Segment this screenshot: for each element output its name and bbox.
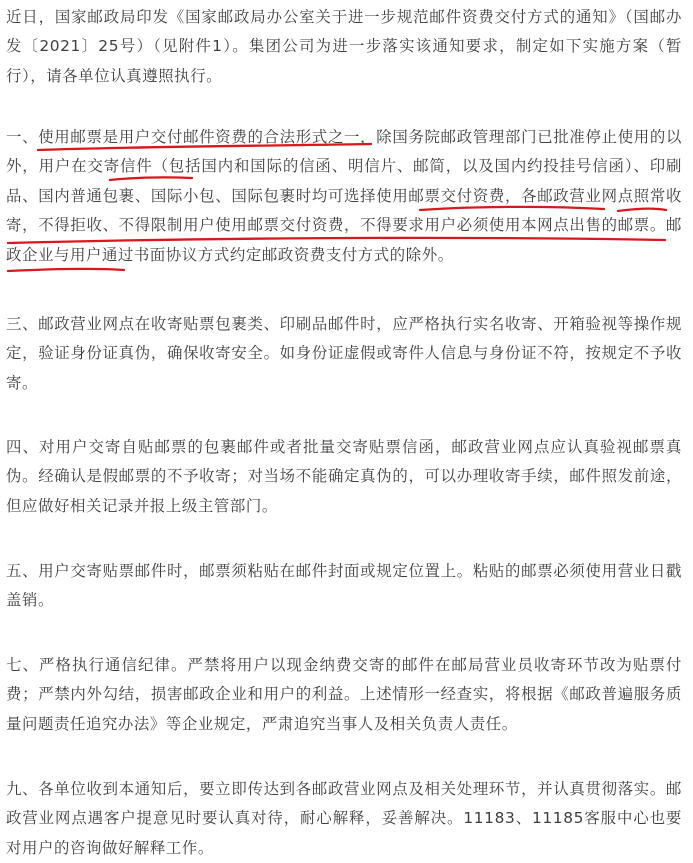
item-4-text: 四、对用户交寄自贴邮票的包裹邮件或者批量交寄贴票信函，邮政营业网点应认真验视邮票真伪。经确认是假邮票的不予收寄；对当场不能确定真伪的，可以办理收寄手续，邮件照发前途，但应做好相关记录并报上级主管部门。 (6, 438, 682, 515)
item-4-paragraph (6, 433, 682, 521)
item-1-number: 一、 (6, 128, 39, 146)
item-1-text-b: （包括国内和国际的信函、明信片、邮简，以及国内约投挂号信函）、印刷品、国内普通包裹、国际小包、国际包裹时均 (6, 157, 682, 205)
item-1-paragraph (6, 123, 682, 270)
item-7-paragraph (6, 651, 682, 739)
underlined-outlets-must-accept: 各邮政营业网点照常收寄，不得拒收、不得限制用户使用邮票交付资费，不得要求用户必须使用本网点出售的邮票 (6, 186, 682, 235)
underlined-stamp-legal-form: 使用邮票是用户交付邮件资费的合法形式之一 (38, 128, 361, 146)
item-9-text: 九、各单位收到本通知后，要立即传达到各邮政营业网点及相关处理环节，并认真贯彻落实。邮政营业网点遇客户提意见时要认真对待，耐心解释，妥善解决。11183、11185客服中心也要对用户的咨询做好解释工作。 (6, 780, 682, 857)
item-7-text: 七、严格执行通信纪律。严禁将用户以现金纳费交寄的邮件在邮局营业员收寄环节改为贴票付费；严禁内外勾结，损害邮政企业和用户的利益。上述情形一经查实，将根据《邮政普遍服务质量问题责任追究办法》等企业规定，严肃追究当事人及相关负责人责任。 (6, 656, 682, 733)
item-9-paragraph (6, 775, 682, 863)
underlined-may-use-stamps: 可选择使用邮票交付资费 (327, 186, 505, 205)
intro-paragraph (6, 3, 682, 91)
intro-text: 近日，国家邮政局印发《国家邮政局办公室关于进一步规范邮件资费交付方式的通知》（国邮办发〔2021〕25号）（见附件1）。集团公司为进一步落实该通知要求，制定如下实施方案（暂行），请各单位认真遵照执行。 (6, 8, 682, 85)
item-1-text-c: 。邮政企业与用户通过书面协议方式约定邮政资费支付方式的除外。 (6, 216, 682, 264)
item-1-comma: ， (505, 186, 522, 205)
item-3-text: 三、邮政营业网点在收寄贴票包裹类、印刷品邮件时，应严格执行实名收寄、开箱验视等操作规定，验证身份证真伪，确保收寄安全。如身份证虚假或寄件人信息与身份证不符，按规定不予收寄。 (6, 315, 682, 392)
item-5-paragraph (6, 557, 682, 616)
underlined-mail-letters: 交寄信件 (87, 157, 153, 176)
item-1-text-a: ，除国务院邮政管理部门已批准停止使用的以外，用户在 (6, 128, 682, 176)
item-5-text: 五、用户交寄贴票邮件时，邮票须粘贴在邮件封面或规定位置上。粘贴的邮票必须使用营业日戳盖销。 (6, 562, 682, 610)
item-3-paragraph (6, 310, 682, 398)
